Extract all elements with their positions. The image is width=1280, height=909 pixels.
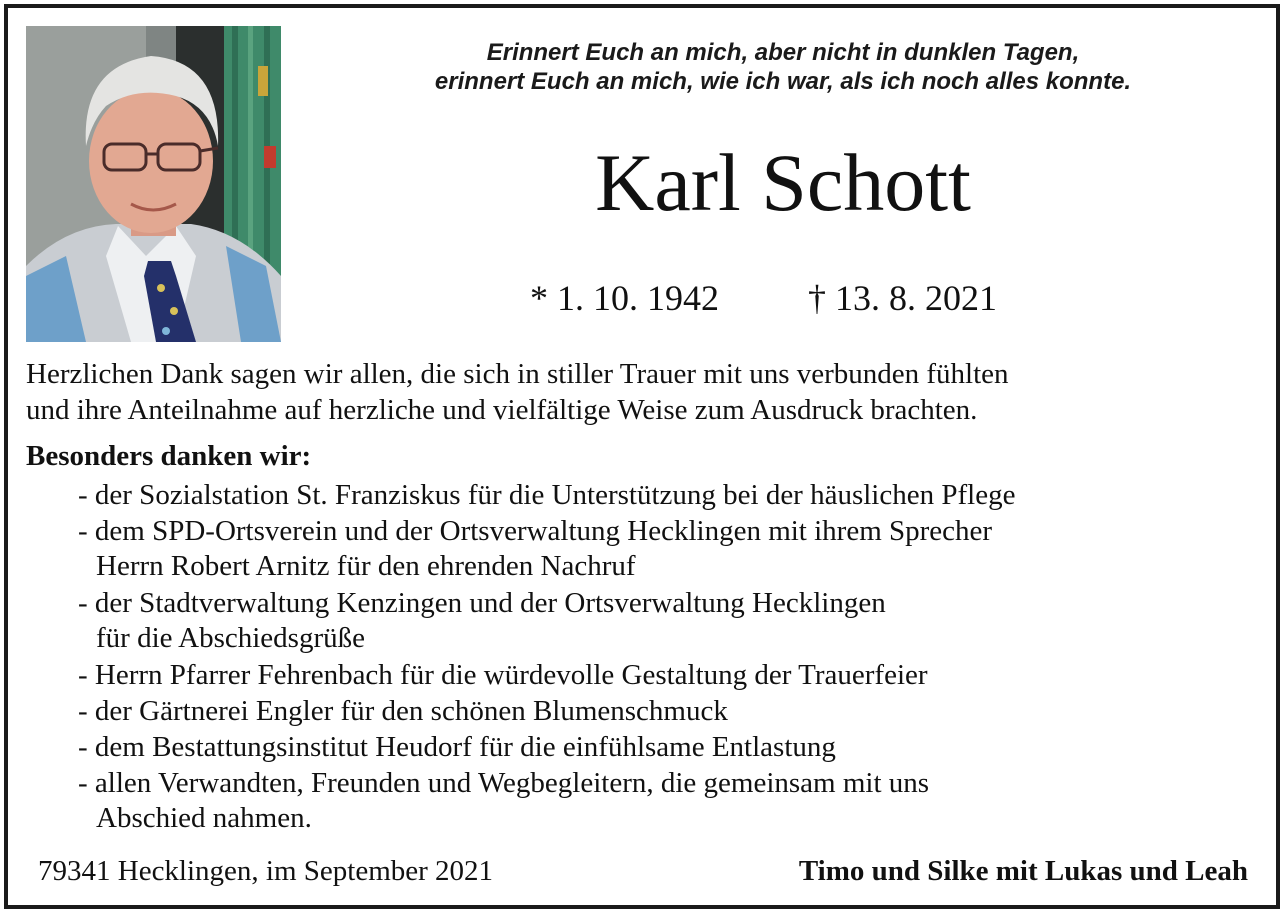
- list-item: - der Sozialstation St. Franziskus für die Unterstützung bei der häuslichen Pflege: [78, 479, 1016, 511]
- list-item: - der Stadtverwaltung Kenzingen und der Ortsverwaltung Hecklingen: [78, 587, 886, 619]
- motto-line-1: Erinnert Euch an mich, aber nicht in dunklen Tagen,: [486, 39, 1080, 66]
- obituary-notice: [4, 4, 1280, 909]
- list-item: - Herrn Pfarrer Fehrenbach für die würdevolle Gestaltung der Trauerfeier: [78, 659, 928, 691]
- list-item-continuation: für die Abschiedsgrüße: [96, 622, 365, 654]
- thanks-line-1: Herzlichen Dank sagen wir allen, die sich in stiller Trauer mit uns verbunden fühlten: [26, 358, 1009, 390]
- list-item: - der Gärtnerei Engler für den schönen Blumenschmuck: [78, 695, 728, 727]
- list-item: - allen Verwandten, Freunden und Wegbegleitern, die gemeinsam mit uns: [78, 767, 930, 799]
- list-item: - dem SPD-Ortsverein und der Ortsverwaltung Hecklingen mit ihrem Sprecher: [78, 515, 993, 547]
- motto-line-2: erinnert Euch an mich, wie ich war, als ich noch alles konnte.: [434, 68, 1132, 95]
- thanks-line-2: und ihre Anteilnahme auf herzliche und vielfältige Weise zum Ausdruck brachten.: [26, 394, 978, 426]
- list-item: - dem Bestattungsinstitut Heudorf für die einfühlsame Entlastung: [78, 731, 836, 763]
- birth-date: * 1. 10. 1942: [530, 278, 719, 318]
- place-and-date: 79341 Hecklingen, im September 2021: [38, 855, 494, 887]
- special-thanks-heading: Besonders danken wir:: [26, 440, 312, 472]
- list-item-continuation: Abschied nahmen.: [96, 802, 312, 834]
- signatories: Timo und Silke mit Lukas und Leah: [798, 855, 1248, 887]
- portrait-photo: [26, 26, 281, 342]
- deceased-name: Karl Schott: [595, 137, 971, 228]
- list-item-continuation: Herrn Robert Arnitz für den ehrenden Nachruf: [96, 550, 636, 582]
- death-date: † 13. 8. 2021: [808, 278, 997, 318]
